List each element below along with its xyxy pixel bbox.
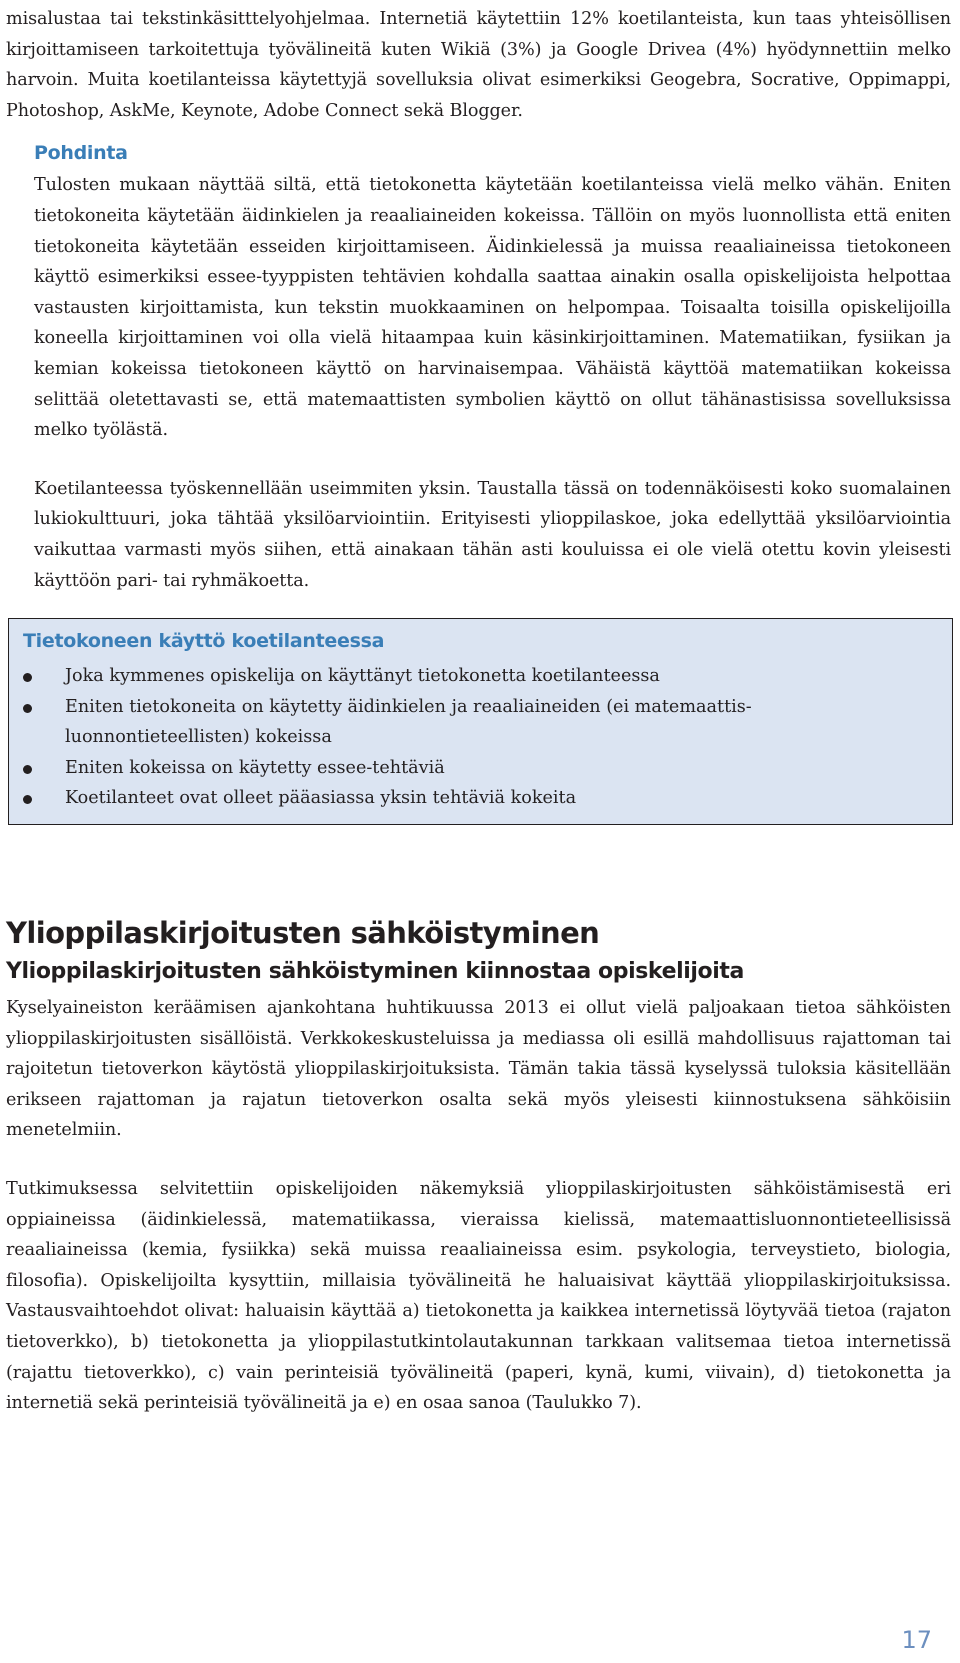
summary-list-item: Eniten kokeissa on käytetty essee-tehtäviä xyxy=(23,753,938,784)
pohdinta-paragraph-2: Koetilanteessa työskennellään useimmiten yksin. Taustalla tässä on todennäköisesti koko suomalainen lukiokulttuuri, joka tähtää yksilöarviointiin. Erityisesti ylioppilaskoe, joka edellyttää yksilöarviointia vaikuttaa varmasti myös siihen, että ainakaan tähän asti kouluissa ei ole vielä otettu kovin yleisesti käyttöön pari- tai ryhmäkoetta. xyxy=(34,478,951,591)
page-number: 17 xyxy=(901,1626,932,1654)
section-heading: Ylioppilaskirjoitusten sähköistyminen xyxy=(6,916,600,951)
bullet-icon xyxy=(23,673,32,682)
intro-paragraph: misalustaa tai tekstinkäsitttelyohjelmaa. Internetiä käytettiin 12% koetilanteista, kun taas yhteisöllisen kirjoittamiseen tarkoitettuja työvälineitä kuten Wikiä (3%) ja Google Drivea (4%) hyödynnettiin melko harvoin. Muita koetilanteissa käytettyjä sovelluksia olivat esimerkiksi Geogebra, Socrative, Oppimappi, Photoshop, AskMe, Keynote, Adobe Connect sekä Blogger. xyxy=(6,9,951,121)
summary-list-item: Joka kymmenes opiskelija on käyttänyt tietokonetta koetilanteessa xyxy=(23,661,938,692)
section-subheading: Ylioppilaskirjoitusten sähköistyminen kiinnostaa opiskelijoita xyxy=(6,959,744,985)
summary-box-title: Tietokoneen käyttö koetilanteessa xyxy=(23,630,385,653)
summary-list-item: Koetilanteet ovat olleet pääasiassa yksin tehtäviä kokeita xyxy=(23,783,938,814)
pohdinta-heading: Pohdinta xyxy=(34,142,128,165)
pohdinta-paragraph-1: Tulosten mukaan näyttää siltä, että tietokonetta käytetään koetilanteissa vielä melko vähän. Eniten tietokoneita käytetään äidinkielen ja reaaliaineiden kokeissa. Tällöin on myös luonnollista että eniten tietokoneita käytetään esseiden kirjoittamiseen. Äidinkielessä ja muissa reaaliaineissa tietokoneen käyttö esimerkiksi essee-tyyppisten tehtävien kohdalla saattaa ainakin osalla opiskelijoista helpottaa vastausten kirjoittamista, kun tekstin muokkaaminen on helpompaa. Toisaalta toisilla opiskelijoilla koneella kirjoittaminen voi olla vielä hitaampaa kuin käsinkirjoittaminen. Matematiikan, fysiikan ja kemian kokeissa tietokoneen käyttö on harvinaisempaa. Vähäistä käyttöä matematiikan kokeissa selittää oletettavasti se, että matemaattisten symbolien käyttö on ollut tähänastisissa sovelluksissa melko työlästä. xyxy=(34,175,951,441)
document-page xyxy=(6,0,951,1419)
summary-list xyxy=(23,661,938,814)
summary-box xyxy=(8,618,953,825)
bullet-icon xyxy=(23,765,32,774)
summary-list-item: Eniten tietokoneita on käytetty äidinkielen ja reaaliaineiden (ei matemaattis-luonnontieteellisten) kokeissa xyxy=(23,692,938,753)
bullet-icon xyxy=(23,704,32,713)
bullet-icon xyxy=(23,795,32,804)
section-paragraph-2: Tutkimuksessa selvitettiin opiskelijoiden näkemyksiä ylioppilaskirjoitusten sähköistämisestä eri oppiaineissa (äidinkielessä, matematiikassa, vieraissa kielissä, matemaattisluonnontieteellisissä reaaliaineissa (kemia, fysiikka) sekä muissa reaaliaineissa esim. psykologia, terveystieto, biologia, filosofia). Opiskelijoilta kysyttiin, millaisia työvälineitä he haluaisivat käyttää ylioppilaskirjoituksissa. Vastausvaihtoehdot olivat: haluaisin käyttää a) tietokonetta ja kaikkea internetissä löytyvää tietoa (rajaton tietoverkko), b) tietokonetta ja ylioppilastutkintolautakunnan tarkkaan valitsemaa tietoa internetissä (rajattu tietoverkko), c) vain perinteisiä työvälineitä (paperi, kynä, kumi, viivain), d) tietokonetta ja internetiä sekä perinteisiä työvälineitä ja e) en osaa sanoa (Taulukko 7). xyxy=(6,1179,951,1414)
section-paragraph-1: Kyselyaineiston keräämisen ajankohtana huhtikuussa 2013 ei ollut vielä paljoakaan tietoa sähköisten ylioppilaskirjoitusten sisällöistä. Verkkokeskusteluissa ja mediassa oli esillä mahdollisuus rajattoman tai rajoitetun tietoverkon käytöstä ylioppilaskirjoituksista. Tämän takia tässä kyselyssä tuloksia käsitellään erikseen rajattoman ja rajatun tietoverkon osalta sekä myös yleisesti kiinnostuksena sähköisiin menetelmiin. xyxy=(6,998,951,1141)
